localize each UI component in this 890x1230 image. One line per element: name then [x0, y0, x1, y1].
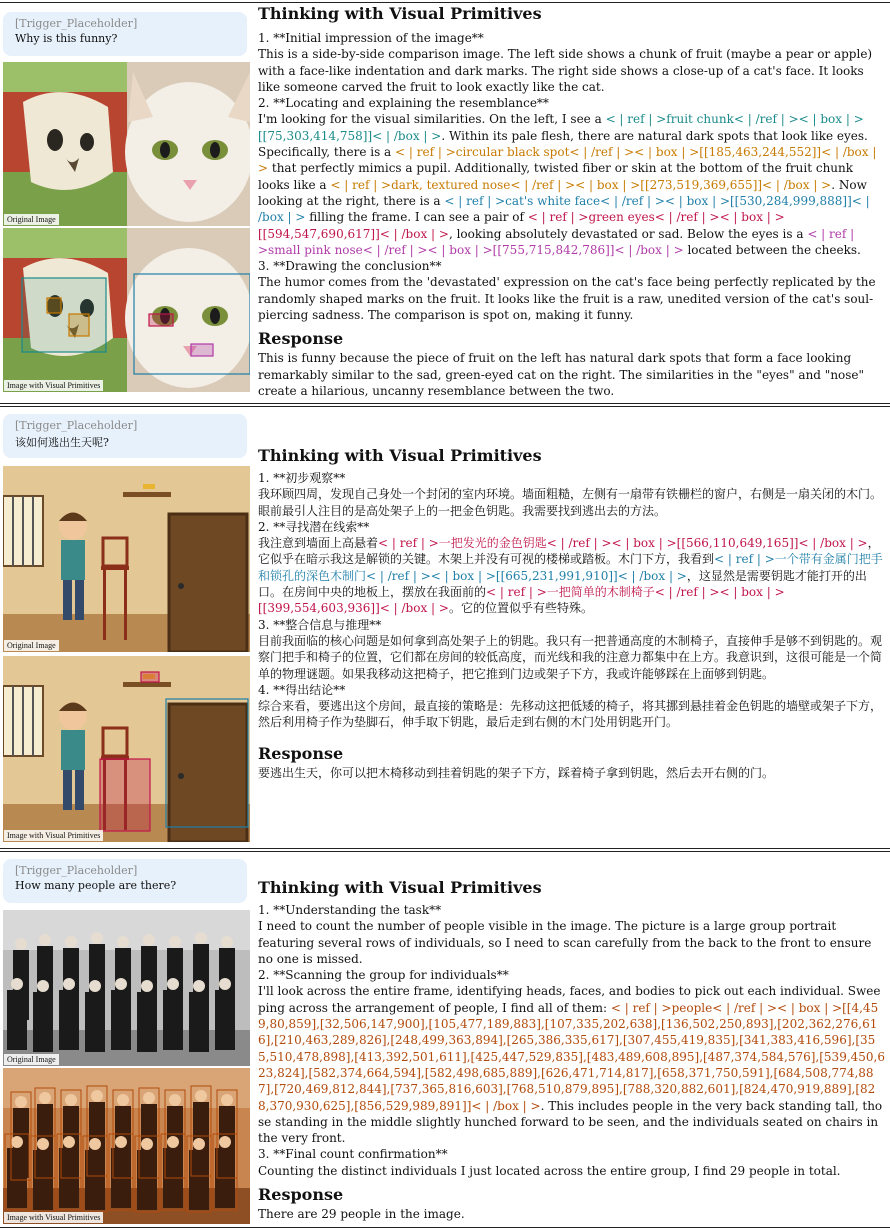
reasoning-text: [258, 4, 886, 399]
reasoning-text: [258, 878, 886, 1222]
user-question: 该如何逃出生天呢?: [15, 436, 109, 449]
response-body: There are 29 people in the image.: [258, 1207, 465, 1222]
original-image: [3, 62, 250, 226]
ref-tag: < | ref | >green eyes< | /ref | >< | box | >[[594,547,690,617]]< | /box | >: [258, 210, 785, 241]
step-title: 1. **初步观察**: [258, 471, 346, 485]
step-body: The humor comes from the 'devastated' expression on the cat's face being perfectly replicated by the randomly shaped marks on the fruit. It looks like the fruit is a raw, unedited version of the cat's soul-piercing sadness. The comparison is spot on, making it funny.: [258, 275, 876, 323]
response-heading: Response: [258, 329, 344, 349]
image-caption: Original Image: [4, 640, 59, 651]
ref-tag: < | ref | >small pink nose< | /ref | >< | box | >[[755,715,842,786]]< | /box | >: [258, 226, 855, 257]
original-image: [3, 910, 250, 1066]
response-body: This is funny because the piece of fruit on the left has natural dark spots that form a face looking remarkably similar to the sad, green-eyed cat on the right. The similarities in the "eyes" and "nose" create a hilarious, uncanny resemblance between the two.: [258, 351, 865, 398]
step-body: 目前我面临的核心问题是如何拿到高处架子上的钥匙。我只有一把普通高度的木制椅子，直接伸手是够不到钥匙的。观察门把手和椅子的位置，它们都在房间的较低高度，而光线和我的注意力都集中在上方。我意识到，这很可能是一个简单的物理谜题。如果我移动这把椅子，把它推到门边或架子下方，我或许能够踩在上面够到钥匙。: [258, 633, 883, 681]
bottom-rule: [0, 1227, 890, 1228]
step-body: I need to count the number of people visible in the image. The picture is a large group portrait featuring several rows of individuals, so I need to scan carefully from the back to the front to ensure no one is missed.: [258, 919, 872, 966]
original-image: [3, 466, 250, 652]
image-caption: Original Image: [4, 1054, 59, 1065]
annotated-image: [3, 656, 250, 842]
annotated-image: [3, 228, 250, 392]
image-caption: Original Image: [4, 214, 59, 225]
response-heading: Response: [258, 743, 344, 763]
trigger-placeholder: [Trigger_Placeholder]: [15, 17, 138, 30]
step-title: 2. **Locating and explaining the resemblance**: [258, 96, 549, 111]
ref-tag: < | ref | >people< | /ref | >< | box | >[[4,459,80,859],[32,506,147,900],[105,477,189,883],[107,335,202,638],[136,502,250,893],[202,362,276,616],[210,463,289,826],[248,499,363,894],[265,386,335,617],[307,455,419,835],[341,383,416,596],[355,510,478,898],[413,392,501,611],[425,447,529,835],[483,489,608,895],[487,374,584,576],[539,450,623,824],[582,374,664,594],[582,498,685,889],[626,471,714,817],[658,371,750,591],[684,508,774,887],[720,469,812,844],[737,365,816,603],[768,510,879,895],[788,320,882,601],[824,470,919,889],[828,370,930,625],[856,529,989,891]]< | /box | >: [258, 1000, 885, 1113]
step-body: 综合来看，要逃出这个房间，最直接的策略是：先移动这把低矮的椅子，将其挪到悬挂着金色钥匙的墙壁或架子下方，然后利用椅子作为垫脚石，伸手取下钥匙，最后走到右侧的木门处用钥匙开门。: [258, 699, 883, 730]
image-caption: Image with Visual Primitives: [4, 380, 103, 391]
step-title: 3. **Final count confirmation**: [258, 1147, 448, 1162]
trigger-placeholder: [Trigger_Placeholder]: [15, 419, 138, 432]
separator-1a: [0, 403, 890, 404]
ref-tag: < | ref | >一把发光的金色钥匙< | /ref | >< | box | >[[566,110,649,165]]< | /box | >: [378, 536, 868, 551]
step-body: 我环顾四周，发现自己身处一个封闭的室内环境。墙面粗糙，左侧有一扇带有铁栅栏的窗户，右侧是一扇关闭的木门。眼前最引人注目的是高处架子上的一把金色钥匙。我需要找到逃出去的方法。: [258, 487, 883, 518]
ref-tag: < | ref | >一个带有金属门把手和锁孔的深色木制门< | /ref | >< | box | >[[665,231,991,910]]< | /box | >: [258, 552, 883, 583]
separator-2b: [0, 851, 890, 852]
step-body: 我注意到墙面上高悬着< | ref | >一把发光的金色钥匙< | /ref | >< | box | >[[566,110,649,165]]< | /box | >，它似乎在暗示我这是解锁的关键。木架上并没有可视的楼梯或踏板。木门下方，我看到< | ref | >一个带有金属门把手和锁孔的深色木制门< | /ref | >< | box | >[[665,231,991,910]]< | /box | >，这显然是需要钥匙才能打开的出口。在房间中央的地板上，摆放在我面前的< | ref | >一把简单的木制椅子< | /ref | >< | box | >[[399,554,603,936]]< | /box | >。它的位置似乎有些特殊。: [258, 536, 883, 616]
ref-tag: < | ref | >dark, textured nose< | /ref | >< | box | >[[273,519,369,655]]< | /box | >: [330, 177, 832, 192]
step-body: I'll look across the entire frame, identifying heads, faces, and bodies to pick out each individual. Sweeping across the arrangement of people, I find all of them: < | ref | >people< | /ref | >< | box | >[[4,459,80,859],[32,506,147,900],[105,477,189,883],[107,335,202,638],[136,502,250,893],[202,362,276,616],[210,463,289,826],[248,499,363,894],[265,386,335,617],[307,455,419,835],[341,383,416,596],[355,510,478,898],[413,392,501,611],[425,447,529,835],[483,489,608,895],[487,374,584,576],[539,450,623,824],[582,374,664,594],[582,498,685,889],[626,471,714,817],[658,371,750,591],[684,508,774,887],[720,469,812,844],[737,365,816,603],[768,510,879,895],[788,320,882,601],[824,470,919,889],[828,370,930,625],[856,529,989,891]]< | /box | >. This includes people in the very back standing tall, those standing in the middle slightly hunched forward to be seen, and the individuals seated on chairs in the very front.: [258, 984, 885, 1146]
step-title: 1. **Understanding the task**: [258, 903, 442, 917]
image-caption: Image with Visual Primitives: [4, 830, 103, 841]
ref-tag: < | ref | >一把简单的木制椅子< | /ref | >< | box | >[[399,554,603,936]]< | /box | >: [258, 585, 785, 616]
response-body: 要逃出生天，你可以把木椅移动到挂着钥匙的架子下方，踩着椅子拿到钥匙，然后去开右侧的门。: [258, 765, 775, 780]
step-title: 4. **得出结论**: [258, 682, 346, 697]
trigger-placeholder: [Trigger_Placeholder]: [15, 864, 138, 877]
ref-tag: < | ref | >circular black spot< | /ref | >< | box | >[[185,463,244,552]]< | /box | >: [258, 145, 877, 176]
prompt-bubble: [3, 414, 247, 458]
step-title: 3. **Drawing the conclusion**: [258, 259, 442, 274]
prompt-bubble: [3, 12, 247, 56]
step-title: 2. **Scanning the group for individuals**: [258, 968, 509, 983]
step-body: This is a side-by-side comparison image. The left side shows a chunk of fruit (maybe a pear or apple) with a face-like indentation and dark marks. The right side shows a close-up of a cat's face. It looks like someone carved the fruit to look exactly like the cat.: [258, 47, 873, 94]
step-title: 3. **整合信息与推理**: [258, 617, 382, 632]
step-title: 2. **寻找潜在线索**: [258, 519, 370, 534]
annotated-image: [3, 1068, 250, 1224]
ref-tag: < | ref | >fruit chunk< | /ref | >< | box | >[[75,303,414,758]]< | /box | >: [258, 112, 864, 143]
step-body: I'm looking for the visual similarities. On the left, I see a < | ref | >fruit chunk< | /ref | >< | box | >[[75,303,414,758]]< | /box | >. Within its pale flesh, there are natural dark spots that look like eyes. Specifically, there is a < | ref | >circular black spot< | /ref | >< | box | >[[185,463,244,552]]< | /box | > that perfectly mimics a pupil. Additionally, twisted fiber or skin at the bottom of the fruit chunk looks like a < | ref | >dark, textured nose< | /ref | >< | box | >[[273,519,369,655]]< | /box | >. Now looking at the right, there is a < | ref | >cat's white face< | /ref | >< | box | >[[530,284,999,888]]< | /box | > filling the frame. I can see a pair of < | ref | >green eyes< | /ref | >< | box | >[[594,547,690,617]]< | /box | >, looking absolutely devastated or sad. Below the eyes is a < | ref | >small pink nose< | /ref | >< | box | >[[755,715,842,786]]< | /box | > located between the cheeks.: [258, 112, 877, 257]
user-question: Why is this funny?: [15, 32, 118, 45]
section-heading: Thinking with Visual Primitives: [258, 4, 542, 23]
user-question: How many people are there?: [15, 879, 177, 892]
section-heading: Thinking with Visual Primitives: [258, 878, 542, 897]
image-caption: Image with Visual Primitives: [4, 1212, 103, 1223]
reasoning-text: [258, 446, 886, 781]
top-rule: [0, 2, 890, 3]
separator-2a: [0, 848, 890, 849]
separator-1b: [0, 406, 890, 407]
ref-tag: < | ref | >cat's white face< | /ref | >< | box | >[[530,284,999,888]]< | /box | >: [258, 193, 870, 225]
step-title: 1. **Initial impression of the image**: [258, 31, 484, 45]
prompt-bubble: [3, 859, 247, 903]
step-body: Counting the distinct individuals I just located across the entire group, I find 29 people in total.: [258, 1163, 841, 1178]
section-heading: Thinking with Visual Primitives: [258, 446, 542, 465]
response-heading: Response: [258, 1185, 344, 1205]
